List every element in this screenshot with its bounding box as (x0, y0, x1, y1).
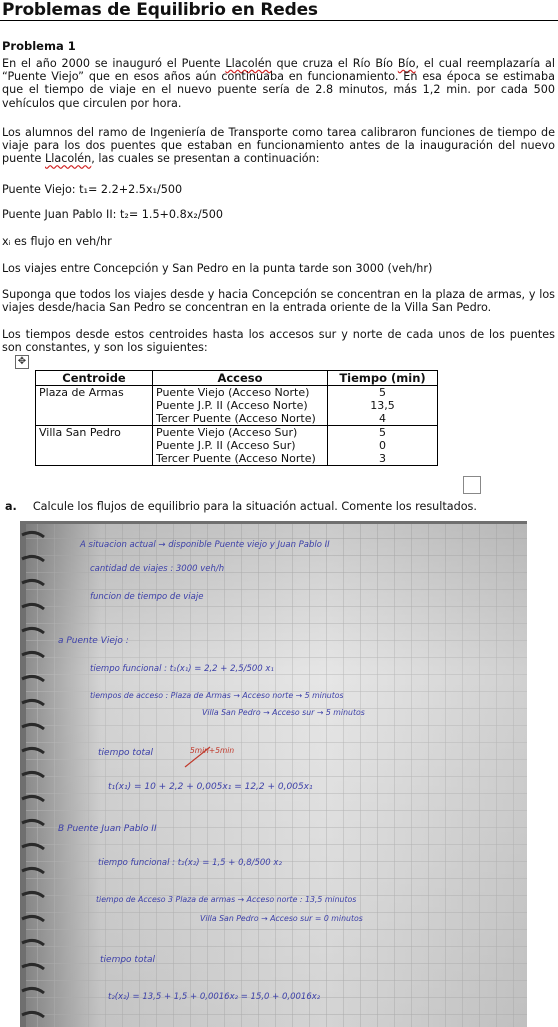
table-row (36, 426, 438, 440)
spellcheck-word: Llacolén (45, 152, 92, 166)
handwritten-line: t₁(x₁) = 10 + 2,2 + 0,005x₁ = 12,2 + 0,005x₁ (108, 782, 313, 792)
question-a (5, 500, 477, 513)
handwritten-annotation: 5min+5min (190, 746, 235, 755)
table-cell: Tercer Puente (Acceso Norte) (153, 452, 328, 466)
table-cell: 5 (328, 426, 438, 440)
handwritten-line: cantidad de viajes : 3000 veh/h (90, 564, 225, 574)
handwritten-line: tiempos de acceso : Plaza de Armas → Acceso norte → 5 minutos (90, 691, 344, 700)
paragraph-calibration-text: , las cuales se presentan a continuación: (91, 152, 320, 166)
handwritten-line: funcion de tiempo de viaje (90, 592, 204, 602)
table-cell: Plaza de Armas (36, 386, 153, 426)
handwritten-line: A situacion actual → disponible Puente viejo y Juan Pablo II (80, 540, 330, 550)
handwritten-line: tiempo de Acceso 3 Plaza de armas → Acceso norte : 13,5 minutos (96, 895, 357, 904)
paragraph-intro-text: En el año 2000 se inauguró el Puente (2, 57, 226, 70)
column-header: Centroide (36, 371, 153, 386)
question-text: Calcule los flujos de equilibrio para la situación actual. Comente los resultados. (32, 500, 477, 513)
paragraph-access-times: Los tiempos desde estos centroides hasta los accesos sur y norte de cada unos de los puentes son constantes, y son los siguientes: (2, 328, 555, 355)
table-cell: Puente Viejo (Acceso Norte) (153, 386, 328, 400)
column-header: Tiempo (min) (328, 371, 438, 386)
handwritten-line: tiempo funcional : t₂(x₂) = 1,5 + 0,8/500 x₂ (98, 858, 282, 868)
handwritten-line: tiempo total (98, 748, 153, 758)
handwritten-line: Villa San Pedro → Acceso sur → 5 minutos (202, 708, 365, 717)
table-cell: 13,5 (328, 399, 438, 412)
paragraph-calibration-text: Los alumnos del ramo de Ingeniería de Transporte como tarea calibraron funciones de tiempo de viaje para los dos puentes que estaban en funcionamiento antes de la inauguración del nuevo puente (2, 126, 555, 166)
paragraph-trips: Los viajes entre Concepción y San Pedro en la punta tarde son 3000 (veh/hr) (2, 262, 433, 275)
handwritten-notes-photo (20, 521, 527, 1027)
paragraph-intro (2, 57, 555, 110)
handwritten-line: t₂(x₂) = 13,5 + 1,5 + 0,0016x₂ = 15,0 + 0,0016x₂ (108, 992, 321, 1002)
table-row (36, 386, 438, 400)
handwritten-line: tiempo total (100, 955, 155, 965)
table-cell: Tercer Puente (Acceso Norte) (153, 412, 328, 426)
table-cell: Puente J.P. II (Acceso Norte) (153, 399, 328, 412)
table-cell: Puente J.P. II (Acceso Sur) (153, 439, 328, 452)
table-cell: 3 (328, 452, 438, 466)
paragraph-calibration (2, 126, 555, 166)
table-cell: Villa San Pedro (36, 426, 153, 466)
handwritten-line: B Puente Juan Pablo II (58, 824, 157, 834)
table-cell: 4 (328, 412, 438, 426)
paragraph-centroids: Suponga que todos los viajes desde y hacia Concepción se concentran en la plaza de armas, y los viajes desde/hacia San Pedro se concentran en la entrada oriente de la Villa San Pedro. (2, 288, 555, 315)
problem-heading: Problema 1 (2, 39, 76, 53)
table-move-handle-icon[interactable]: ✥ (15, 355, 29, 369)
handwritten-line: tiempo funcional : t₁(x₁) = 2,2 + 2,5/500 x₁ (90, 664, 274, 674)
column-header: Acceso (153, 371, 328, 386)
access-times-table (35, 370, 438, 466)
paragraph-intro-text: que cruza el Río Bío (271, 57, 398, 70)
title-underline (0, 20, 558, 21)
table-header-row (36, 371, 438, 386)
flow-definition: xᵢ es flujo en veh/hr (2, 235, 112, 248)
question-marker: a. (5, 500, 17, 513)
formula-puente-jp2: Puente Juan Pablo II: t₂= 1.5+0.8x₂/500 (2, 208, 223, 221)
handwritten-line: Villa San Pedro → Acceso sur = 0 minutos (200, 914, 363, 923)
spellcheck-word: Llacolén (225, 57, 272, 70)
table-cell: 0 (328, 439, 438, 452)
content-control-checkbox[interactable] (463, 476, 481, 494)
table-cell: 5 (328, 386, 438, 400)
paragraph-intro-text: , el cual reemplazaría al “Puente Viejo” que en esos años aún continuaba en funcionamiento. En esa época se estimaba que el tiempo de viaje en el nuevo puente sería de 2.8 minutos, más 1,2 min. por cada 500 vehículos que circulen por hora. (2, 57, 555, 110)
page-title: Problemas de Equilibrio en Redes (2, 0, 318, 20)
handwritten-line: a Puente Viejo : (58, 636, 129, 646)
spellcheck-word: Bío (397, 57, 416, 70)
formula-puente-viejo: Puente Viejo: t₁= 2.2+2.5x₁/500 (2, 183, 183, 196)
table-cell: Puente Viejo (Acceso Sur) (153, 426, 328, 440)
